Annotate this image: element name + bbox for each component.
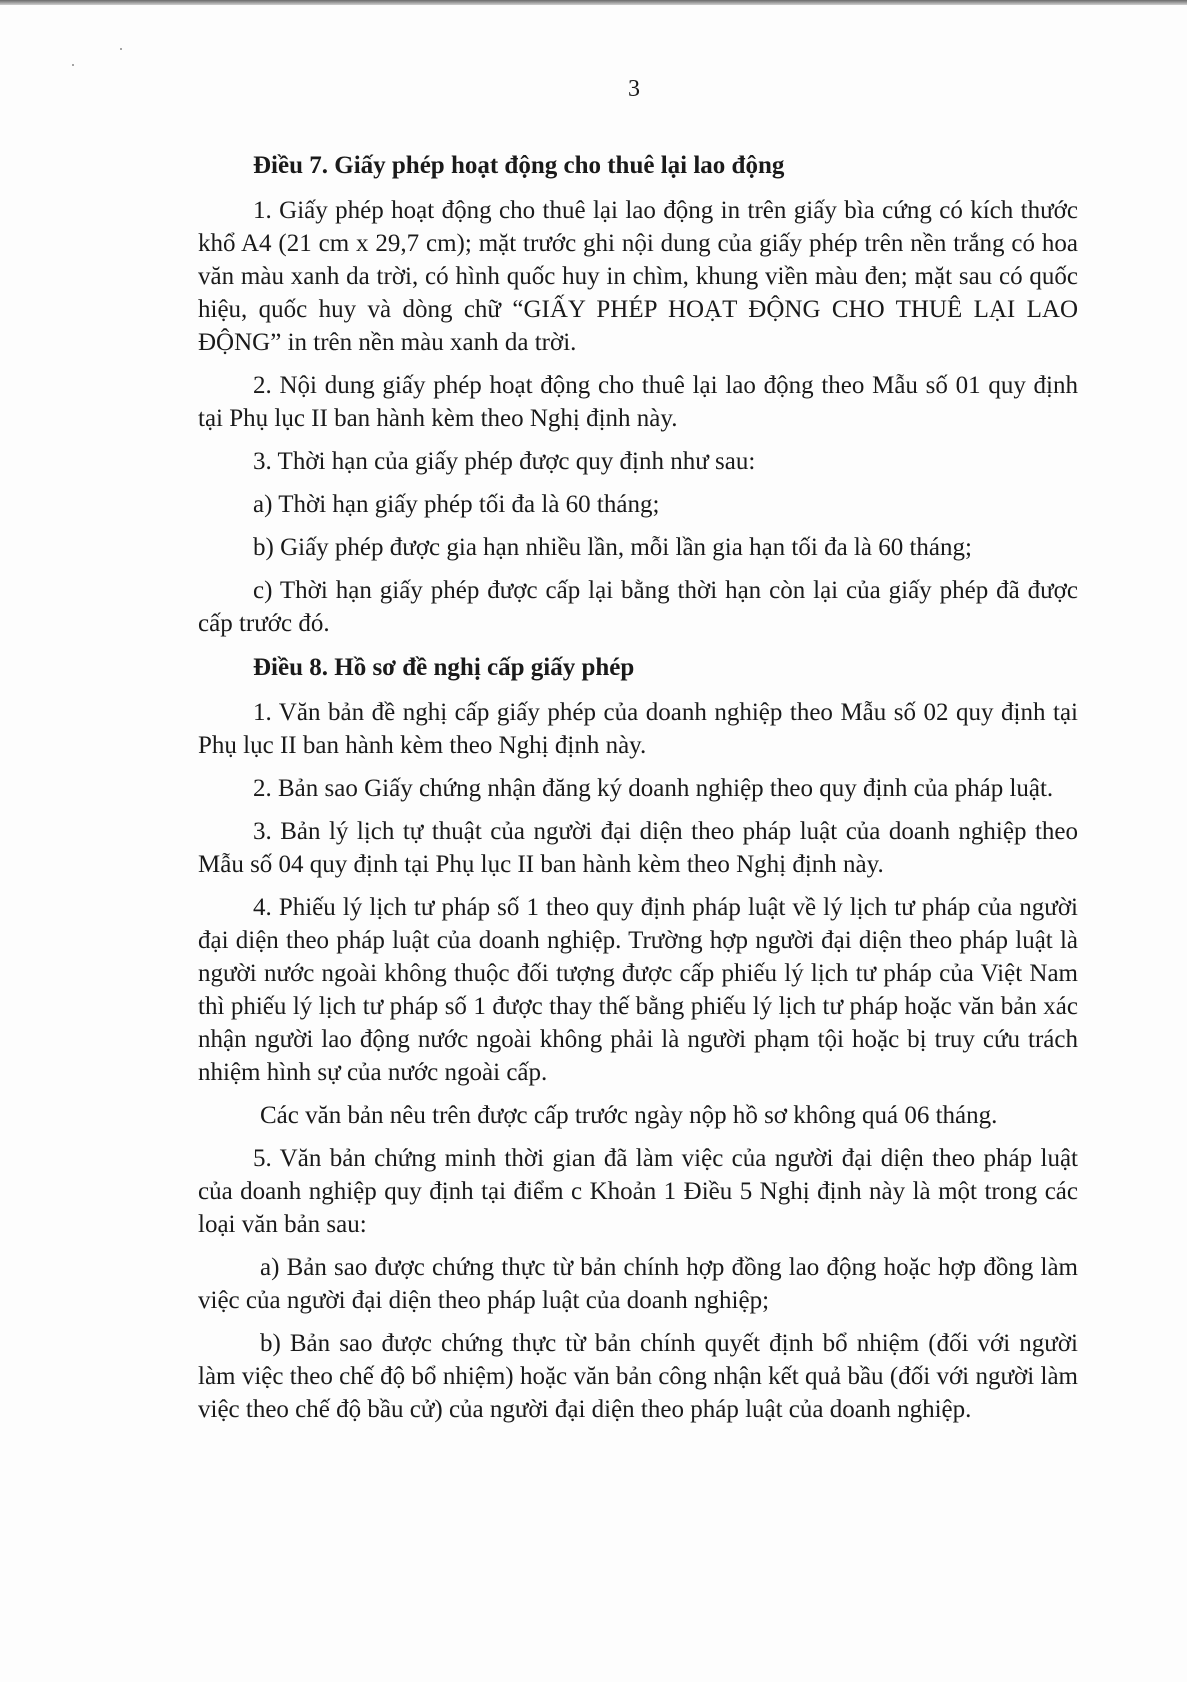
article-8-validity-note: Các văn bản nêu trên được cấp trước ngày nộp hồ sơ không quá 06 tháng. (260, 1102, 998, 1129)
article-8-clause-2: 2. Bản sao Giấy chứng nhận đăng ký doanh nghiệp theo quy định của pháp luật. (253, 775, 1054, 802)
article-7-point-c: c) Thời hạn giấy phép được cấp lại bằng thời hạn còn lại của giấy phép đã được cấp trước đó. (198, 577, 1078, 637)
page-number: 3 (628, 76, 640, 102)
article-8-heading: Điều 8. Hồ sơ đề nghị cấp giấy phép (253, 654, 635, 681)
article-7-point-a: a) Thời hạn giấy phép tối đa là 60 tháng; (253, 491, 660, 518)
article-7-clause-2: 2. Nội dung giấy phép hoạt động cho thuê lại lao động theo Mẫu số 01 quy định tại Phụ lục II ban hành kèm theo Nghị định này. (198, 372, 1078, 432)
article-8-point-b: b) Bản sao được chứng thực từ bản chính quyết định bổ nhiệm (đối với người làm việc theo chế độ bổ nhiệm) hoặc văn bản công nhận kết quả bầu (đối với người làm việc theo chế độ bầu cử) của người đại diện theo pháp luật của doanh nghiệp. (198, 1330, 1078, 1423)
document-body (198, 148, 1078, 1436)
article-8-clause-1: 1. Văn bản đề nghị cấp giấy phép của doanh nghiệp theo Mẫu số 02 quy định tại Phụ lục II ban hành kèm theo Nghị định này. (198, 699, 1078, 759)
article-8-clause-4: 4. Phiếu lý lịch tư pháp số 1 theo quy định pháp luật về lý lịch tư pháp của người đại diện theo pháp luật của doanh nghiệp. Trường hợp người đại diện theo pháp luật là người nước ngoài không thuộc đối tượng được cấp phiếu lý lịch tư pháp của Việt Nam thì phiếu lý lịch tư pháp số 1 được thay thế bằng phiếu lý lịch tư pháp hoặc văn bản xác nhận người lao động nước ngoài không phải là người phạm tội hoặc bị truy cứu trách nhiệm hình sự của nước ngoài cấp. (198, 894, 1078, 1086)
article-8-clause-5: 5. Văn bản chứng minh thời gian đã làm việc của người đại diện theo pháp luật của doanh nghiệp quy định tại điểm c Khoản 1 Điều 5 Nghị định này là một trong các loại văn bản sau: (198, 1145, 1078, 1238)
scan-top-edge (0, 0, 1187, 5)
scan-speck (72, 64, 74, 66)
article-8-clause-3: 3. Bản lý lịch tự thuật của người đại diện theo pháp luật của doanh nghiệp theo Mẫu số 04 quy định tại Phụ lục II ban hành kèm theo Nghị định này. (198, 818, 1078, 878)
scan-speck (120, 48, 122, 50)
article-7-point-b: b) Giấy phép được gia hạn nhiều lần, mỗi lần gia hạn tối đa là 60 tháng; (253, 534, 972, 561)
article-8-point-a: a) Bản sao được chứng thực từ bản chính hợp đồng lao động hoặc hợp đồng làm việc của người đại diện theo pháp luật của doanh nghiệp; (198, 1254, 1078, 1314)
article-7-clause-3: 3. Thời hạn của giấy phép được quy định như sau: (253, 448, 756, 475)
article-7-clause-1: 1. Giấy phép hoạt động cho thuê lại lao động in trên giấy bìa cứng có kích thước khổ A4 (21 cm x 29,7 cm); mặt trước ghi nội dung của giấy phép trên nền trắng có hoa văn màu xanh da trời, có hình quốc huy in chìm, khung viền màu đen; mặt sau có quốc hiệu, quốc huy và dòng chữ “GIẤY PHÉP HOẠT ĐỘNG CHO THUÊ LẠI LAO ĐỘNG” in trên nền màu xanh da trời. (198, 197, 1078, 356)
article-7-heading: Điều 7. Giấy phép hoạt động cho thuê lại lao động (253, 152, 785, 179)
